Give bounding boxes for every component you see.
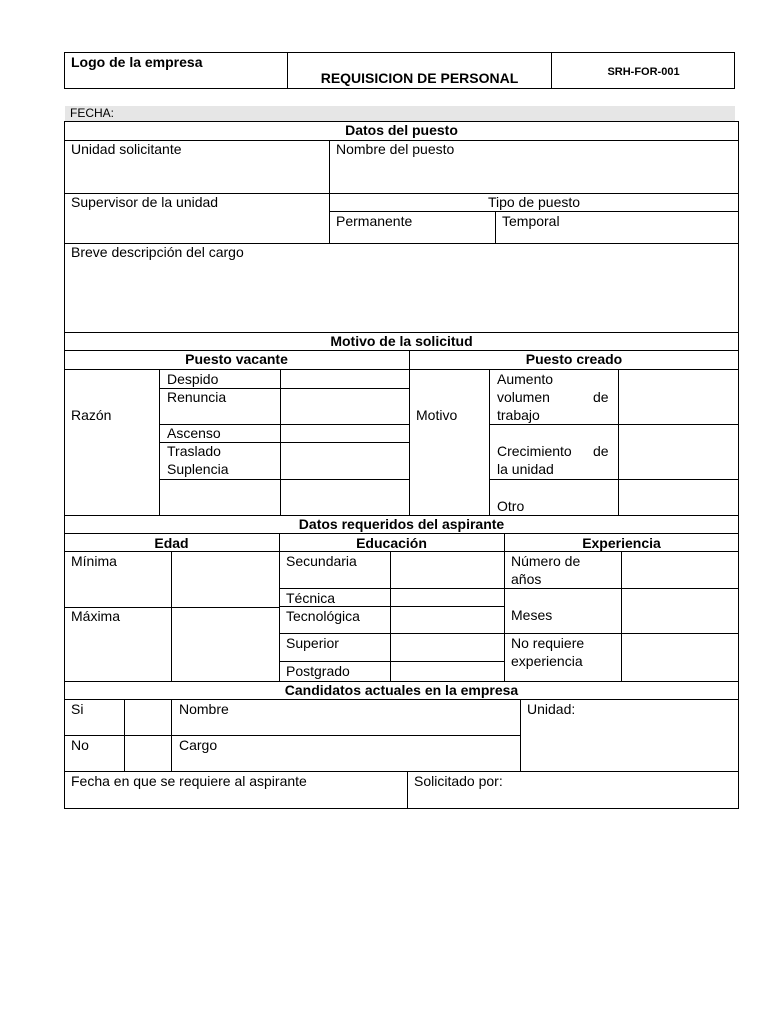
col-line bbox=[520, 699, 521, 771]
crecimiento-line1-de: de bbox=[593, 443, 609, 459]
puesto-vacante-header: Puesto vacante bbox=[185, 351, 288, 367]
no-requiere-line1: No requiere bbox=[511, 635, 585, 651]
fecha-label: FECHA: bbox=[70, 106, 115, 120]
numero-anos-line2: años bbox=[511, 571, 542, 587]
traslado-option: Traslado bbox=[167, 443, 221, 459]
form-title: REQUISICION DE PERSONAL bbox=[320, 70, 519, 86]
candidato-si-label: Si bbox=[71, 701, 84, 717]
descripcion-label: Breve descripción del cargo bbox=[71, 244, 244, 260]
suplencia-option: Suplencia bbox=[167, 461, 229, 477]
tecnologica-option: Tecnológica bbox=[286, 608, 360, 624]
secundaria-option: Secundaria bbox=[286, 553, 357, 569]
ascenso-option: Ascenso bbox=[167, 425, 221, 441]
candidato-nombre-label: Nombre bbox=[179, 701, 229, 717]
col-line bbox=[409, 350, 410, 516]
section-title-candidatos: Candidatos actuales en la empresa bbox=[284, 682, 519, 698]
temporal-option[interactable]: Temporal bbox=[502, 213, 560, 229]
candidato-si-checkbox[interactable] bbox=[125, 700, 171, 735]
row-line bbox=[64, 551, 739, 552]
motivo-label: Motivo bbox=[416, 407, 458, 423]
aumento-line2: volumen bbox=[497, 389, 550, 405]
aumento-line2-de: de bbox=[593, 389, 609, 405]
aumento-line1: Aumento bbox=[497, 371, 554, 387]
form-code: SRH-FOR-001 bbox=[607, 66, 680, 78]
otro-option: Otro bbox=[497, 498, 525, 514]
educacion-header: Educación bbox=[356, 535, 427, 551]
col-line bbox=[407, 771, 408, 809]
candidato-cargo-label: Cargo bbox=[179, 737, 218, 753]
row-line bbox=[489, 424, 739, 425]
renuncia-option: Renuncia bbox=[167, 389, 227, 405]
postgrado-option: Postgrado bbox=[286, 663, 350, 679]
edad-maxima-label: Máxima bbox=[71, 608, 121, 624]
row-line bbox=[64, 369, 739, 370]
crecimiento-line2: la unidad bbox=[497, 461, 554, 477]
col-line bbox=[504, 533, 505, 681]
col-line bbox=[279, 533, 280, 681]
fecha-bar bbox=[65, 106, 735, 121]
candidato-no-checkbox[interactable] bbox=[125, 736, 171, 771]
col-line bbox=[621, 551, 622, 681]
numero-anos-line1: Número de bbox=[511, 553, 581, 569]
nombre-puesto-label: Nombre del puesto bbox=[336, 141, 455, 157]
puesto-creado-header: Puesto creado bbox=[525, 351, 623, 367]
candidato-no-label: No bbox=[71, 737, 89, 753]
col-line bbox=[495, 211, 496, 244]
col-line bbox=[171, 551, 172, 681]
no-requiere-line2: experiencia bbox=[511, 653, 583, 669]
company-logo-placeholder: Logo de la empresa bbox=[71, 54, 203, 70]
col-line bbox=[329, 140, 330, 244]
solicitado-por-label: Solicitado por: bbox=[414, 773, 503, 789]
col-line bbox=[489, 369, 490, 516]
experiencia-header: Experiencia bbox=[582, 535, 661, 551]
tipo-puesto-label: Tipo de puesto bbox=[487, 194, 581, 210]
razon-label: Razón bbox=[71, 407, 112, 423]
descripcion-field[interactable] bbox=[65, 262, 738, 332]
section-title-motivo: Motivo de la solicitud bbox=[330, 333, 473, 349]
fecha-requiere-label: Fecha en que se requiere al aspirante bbox=[71, 773, 307, 789]
unidad-solicitante-label: Unidad solicitante bbox=[71, 141, 182, 157]
crecimiento-line1: Crecimiento bbox=[497, 443, 572, 459]
col-line bbox=[618, 369, 619, 516]
row-line bbox=[159, 479, 409, 480]
candidato-unidad-label: Unidad: bbox=[527, 701, 576, 717]
edad-header: Edad bbox=[154, 535, 189, 551]
row-line bbox=[489, 479, 739, 480]
row-line bbox=[504, 588, 739, 589]
supervisor-label: Supervisor de la unidad bbox=[71, 194, 219, 210]
tecnica-option: Técnica bbox=[286, 590, 336, 606]
superior-option: Superior bbox=[286, 635, 339, 651]
meses-label: Meses bbox=[511, 607, 553, 623]
section-title-datos-puesto: Datos del puesto bbox=[345, 122, 458, 138]
permanente-option[interactable]: Permanente bbox=[336, 213, 413, 229]
despido-option: Despido bbox=[167, 371, 219, 387]
aumento-line3: trabajo bbox=[497, 407, 540, 423]
section-title-aspirante: Datos requeridos del aspirante bbox=[298, 516, 505, 532]
edad-minima-label: Mínima bbox=[71, 553, 117, 569]
